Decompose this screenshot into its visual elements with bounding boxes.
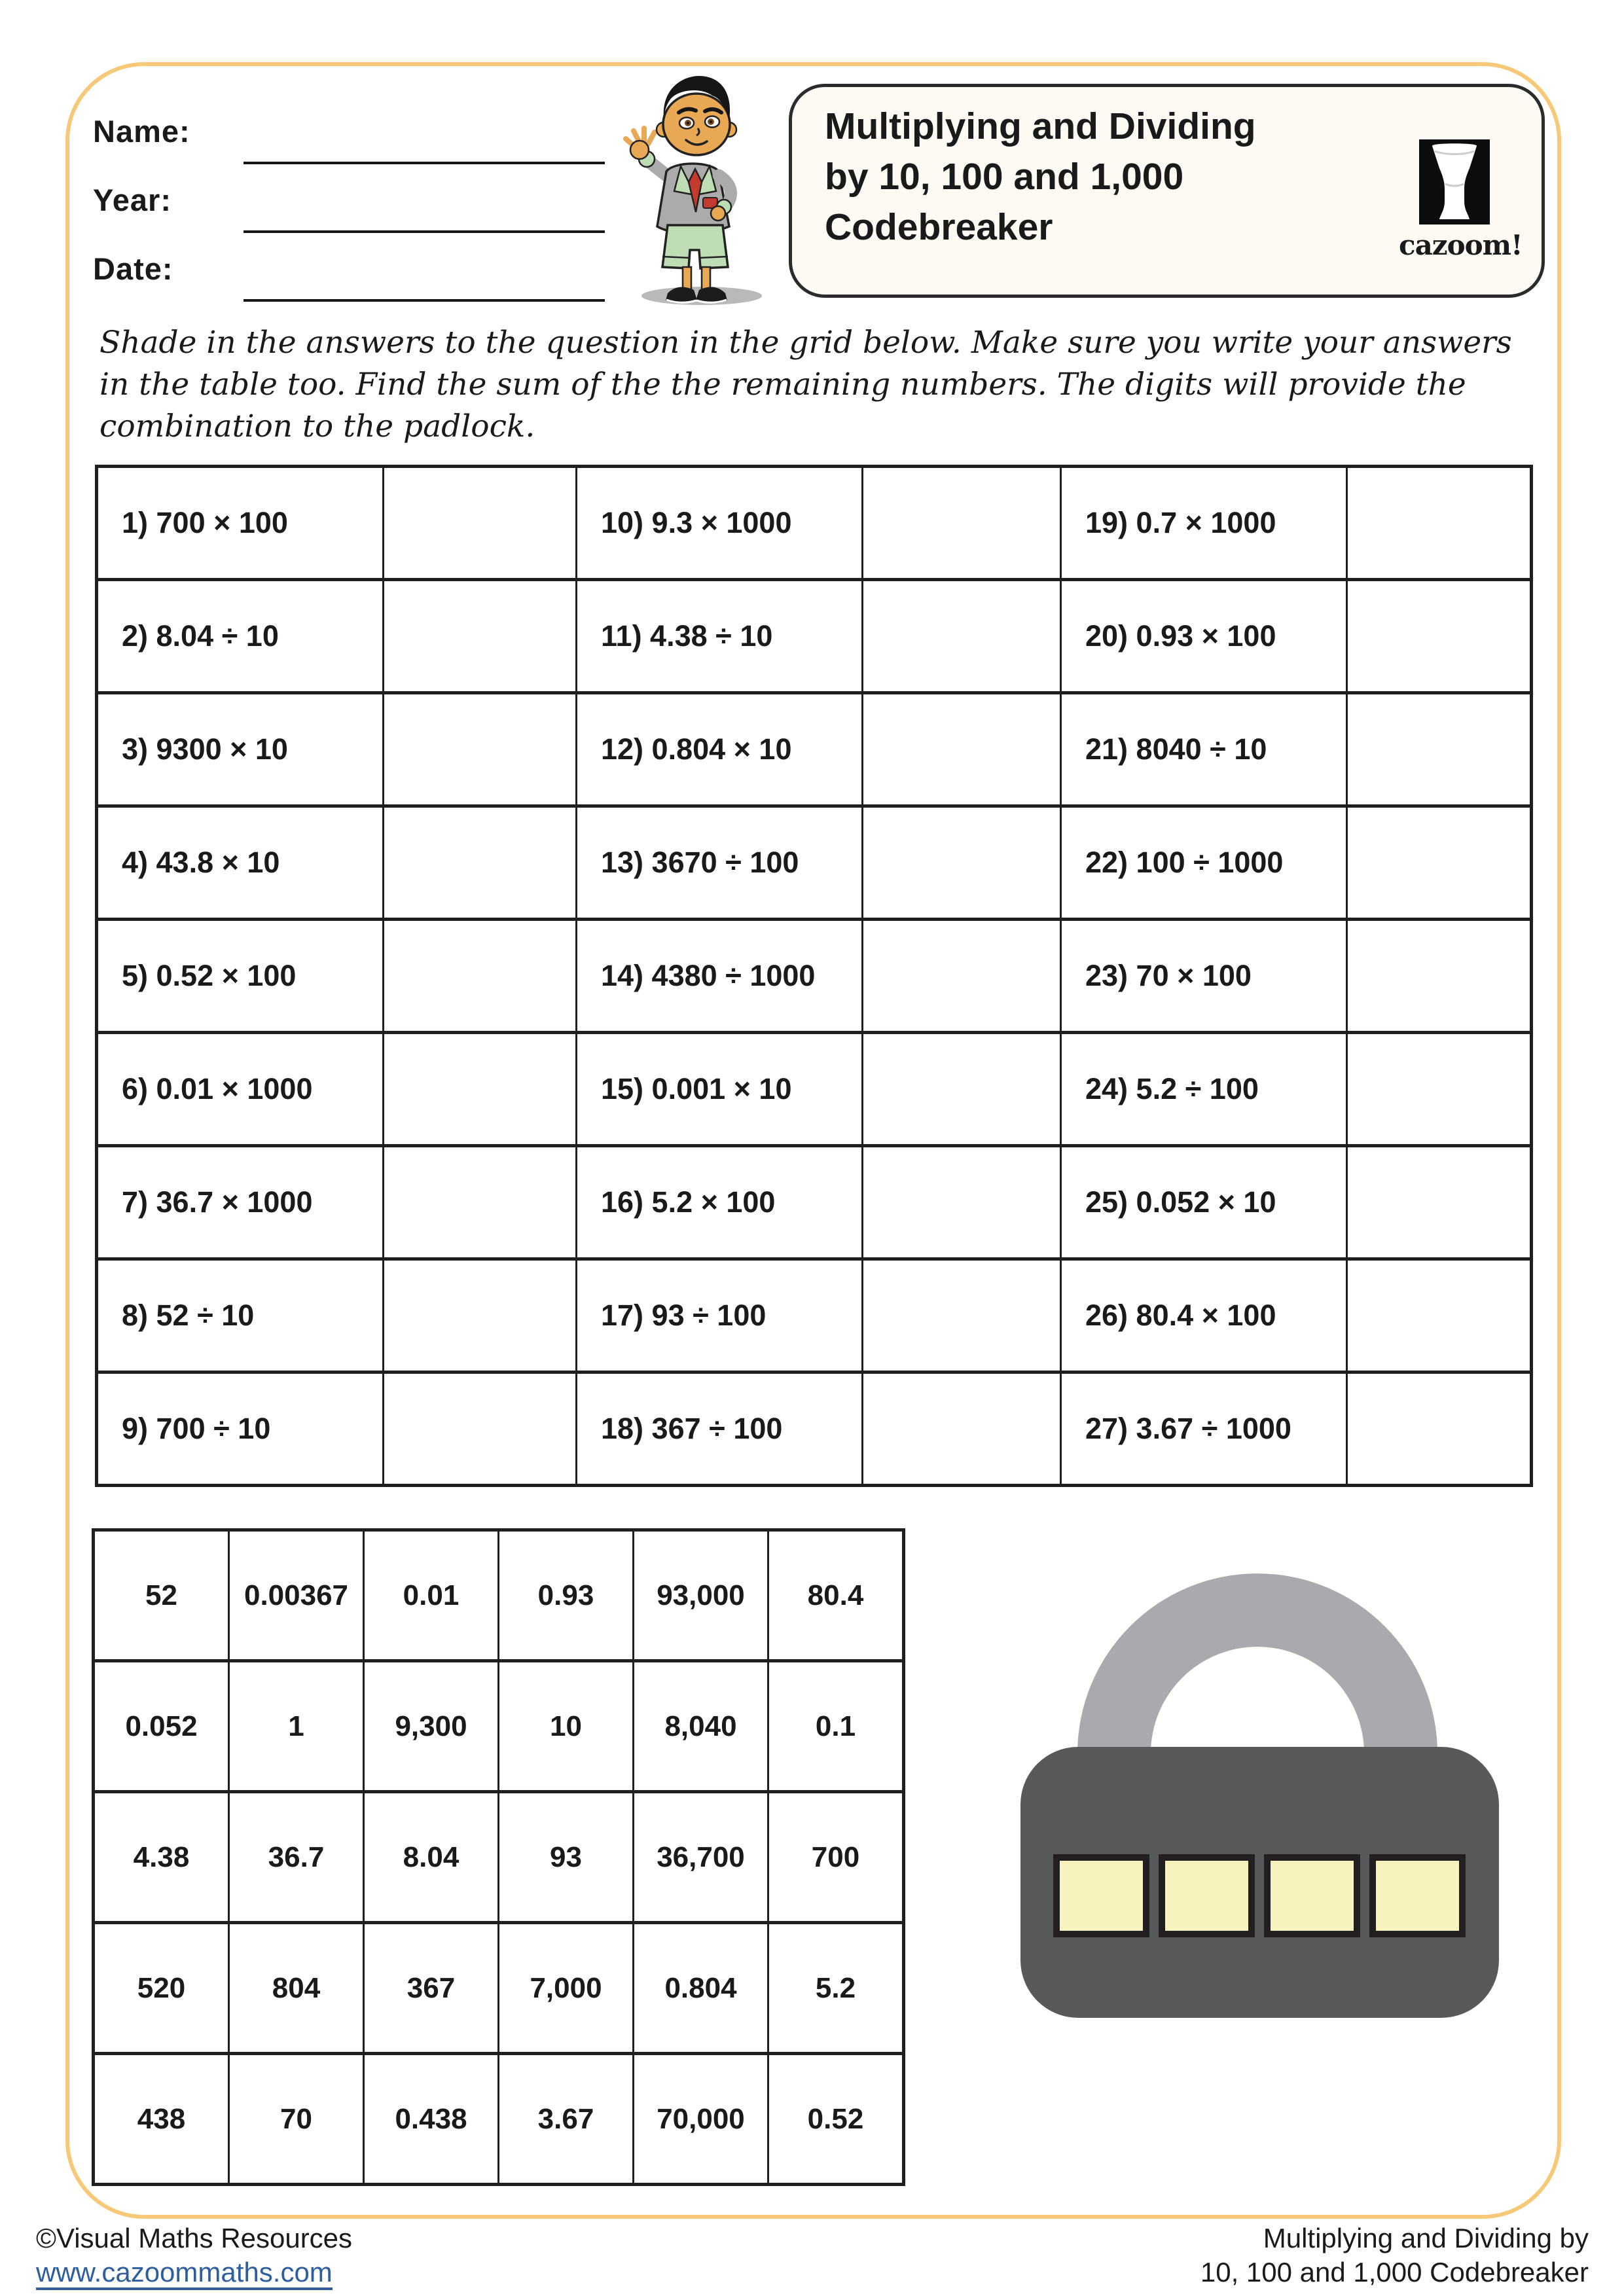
question-cell: 2) 8.04 ÷ 10 xyxy=(98,581,382,691)
grid-number-cell[interactable]: 3.67 xyxy=(499,2055,632,2183)
question-cell: 10) 9.3 × 1000 xyxy=(577,468,861,578)
grid-number-cell[interactable]: 0.804 xyxy=(634,1924,767,2052)
grid-number-cell[interactable]: 93,000 xyxy=(634,1532,767,1659)
question-cell: 7) 36.7 × 1000 xyxy=(98,1147,382,1257)
date-label: Date: xyxy=(93,251,173,286)
question-cell: 11) 4.38 ÷ 10 xyxy=(577,581,861,691)
boy-mascot-illustration xyxy=(604,63,779,309)
answer-write-in-cell[interactable] xyxy=(1348,694,1530,804)
footer-website-link[interactable]: www.cazoommaths.com xyxy=(36,2257,333,2290)
answer-write-in-cell[interactable] xyxy=(1348,1261,1530,1371)
grid-number-cell[interactable]: 10 xyxy=(499,1662,632,1790)
grid-number-cell[interactable]: 0.52 xyxy=(769,2055,902,2183)
answer-write-in-cell[interactable] xyxy=(1348,1374,1530,1484)
question-cell: 26) 80.4 × 100 xyxy=(1062,1261,1346,1371)
grid-number-cell[interactable]: 36.7 xyxy=(230,1793,363,1921)
answer-write-in-cell[interactable] xyxy=(384,581,575,691)
question-cell: 25) 0.052 × 10 xyxy=(1062,1147,1346,1257)
answer-write-in-cell[interactable] xyxy=(384,921,575,1031)
question-cell: 3) 9300 × 10 xyxy=(98,694,382,804)
padlock-illustration xyxy=(969,1518,1558,2042)
grid-number-cell[interactable]: 520 xyxy=(95,1924,228,2052)
answer-write-in-cell[interactable] xyxy=(384,694,575,804)
grid-number-cell[interactable]: 700 xyxy=(769,1793,902,1921)
answer-write-in-cell[interactable] xyxy=(384,1374,575,1484)
answer-write-in-cell[interactable] xyxy=(863,694,1060,804)
grid-number-cell[interactable]: 804 xyxy=(230,1924,363,2052)
grid-number-cell[interactable]: 36,700 xyxy=(634,1793,767,1921)
year-input-line[interactable] xyxy=(244,230,605,233)
instructions-text: Shade in the answers to the question in the grid below. Make sure you write your answers in the table too. Find the sum of the the remaining numbers. The digits will provide the combination to the padlock. xyxy=(99,325,1512,444)
grid-number-cell[interactable]: 7,000 xyxy=(499,1924,632,2052)
question-cell: 15) 0.001 × 10 xyxy=(577,1034,861,1144)
answer-write-in-cell[interactable] xyxy=(1348,808,1530,918)
date-input-line[interactable] xyxy=(244,299,605,302)
grid-number-cell[interactable]: 0.1 xyxy=(769,1662,902,1790)
grid-number-cell[interactable]: 9,300 xyxy=(365,1662,497,1790)
grid-number-cell[interactable]: 0.01 xyxy=(365,1532,497,1659)
question-cell: 17) 93 ÷ 100 xyxy=(577,1261,861,1371)
question-cell: 12) 0.804 × 10 xyxy=(577,694,861,804)
answer-write-in-cell[interactable] xyxy=(1348,468,1530,578)
answer-write-in-cell[interactable] xyxy=(863,1374,1060,1484)
answer-write-in-cell[interactable] xyxy=(1348,581,1530,691)
grid-number-cell[interactable]: 70 xyxy=(230,2055,363,2183)
year-label: Year: xyxy=(93,183,171,217)
title-line-2: by 10, 100 and 1,000 xyxy=(825,156,1184,198)
answer-write-in-cell[interactable] xyxy=(384,468,575,578)
answer-write-in-cell[interactable] xyxy=(1348,921,1530,1031)
worksheet-title xyxy=(825,101,1256,253)
grid-number-cell[interactable]: 52 xyxy=(95,1532,228,1659)
question-cell: 6) 0.01 × 1000 xyxy=(98,1034,382,1144)
question-cell: 13) 3670 ÷ 100 xyxy=(577,808,861,918)
question-cell: 8) 52 ÷ 10 xyxy=(98,1261,382,1371)
code-digit-box[interactable] xyxy=(1373,1857,1462,1934)
question-cell: 27) 3.67 ÷ 1000 xyxy=(1062,1374,1346,1484)
question-cell: 24) 5.2 ÷ 100 xyxy=(1062,1034,1346,1144)
title-box xyxy=(789,84,1545,298)
question-cell: 14) 4380 ÷ 1000 xyxy=(577,921,861,1031)
question-cell: 1) 700 × 100 xyxy=(98,468,382,578)
footer-credit: ©Visual Maths Resources xyxy=(36,2223,353,2253)
answer-write-in-cell[interactable] xyxy=(863,921,1060,1031)
answer-write-in-cell[interactable] xyxy=(863,581,1060,691)
title-line-3: Codebreaker xyxy=(825,206,1053,248)
grid-number-cell[interactable]: 93 xyxy=(499,1793,632,1921)
code-digit-box[interactable] xyxy=(1162,1857,1252,1934)
grid-number-cell[interactable]: 5.2 xyxy=(769,1924,902,2052)
name-input-line[interactable] xyxy=(244,162,605,164)
grid-number-cell[interactable]: 80.4 xyxy=(769,1532,902,1659)
answer-write-in-cell[interactable] xyxy=(863,1147,1060,1257)
code-digit-box[interactable] xyxy=(1267,1857,1357,1934)
question-cell: 22) 100 ÷ 1000 xyxy=(1062,808,1346,918)
answer-write-in-cell[interactable] xyxy=(1348,1034,1530,1144)
grid-number-cell[interactable]: 0.438 xyxy=(365,2055,497,2183)
question-cell: 20) 0.93 × 100 xyxy=(1062,581,1346,691)
grid-number-cell[interactable]: 438 xyxy=(95,2055,228,2183)
question-cell: 5) 0.52 × 100 xyxy=(98,921,382,1031)
grid-number-cell[interactable]: 70,000 xyxy=(634,2055,767,2183)
drum-icon xyxy=(1419,139,1490,224)
grid-number-cell[interactable]: 367 xyxy=(365,1924,497,2052)
name-label: Name: xyxy=(93,114,190,149)
grid-number-cell[interactable]: 4.38 xyxy=(95,1793,228,1921)
question-cell: 4) 43.8 × 10 xyxy=(98,808,382,918)
answer-write-in-cell[interactable] xyxy=(384,1034,575,1144)
grid-number-cell[interactable]: 0.93 xyxy=(499,1532,632,1659)
answer-write-in-cell[interactable] xyxy=(863,1034,1060,1144)
question-cell: 16) 5.2 × 100 xyxy=(577,1147,861,1257)
code-digit-box[interactable] xyxy=(1056,1857,1146,1934)
question-cell: 18) 367 ÷ 100 xyxy=(577,1374,861,1484)
question-cell: 21) 8040 ÷ 10 xyxy=(1062,694,1346,804)
question-cell: 9) 700 ÷ 10 xyxy=(98,1374,382,1484)
grid-number-cell[interactable]: 8.04 xyxy=(365,1793,497,1921)
question-cell: 19) 0.7 × 1000 xyxy=(1062,468,1346,578)
answer-number-grid xyxy=(92,1528,905,2186)
answer-write-in-cell[interactable] xyxy=(384,1261,575,1371)
question-table xyxy=(95,465,1533,1487)
footer-title-line-2: 10, 100 and 1,000 Codebreaker xyxy=(1200,2257,1589,2287)
cazoom-logo xyxy=(1399,139,1523,261)
answer-write-in-cell[interactable] xyxy=(384,1147,575,1257)
answer-write-in-cell[interactable] xyxy=(863,1261,1060,1371)
answer-write-in-cell[interactable] xyxy=(1348,1147,1530,1257)
footer-title-line-1: Multiplying and Dividing by xyxy=(1263,2223,1589,2253)
grid-number-cell[interactable]: 8,040 xyxy=(634,1662,767,1790)
answer-write-in-cell[interactable] xyxy=(863,468,1060,578)
answer-write-in-cell[interactable] xyxy=(863,808,1060,918)
answer-write-in-cell[interactable] xyxy=(384,808,575,918)
grid-number-cell[interactable]: 1 xyxy=(230,1662,363,1790)
title-line-1: Multiplying and Dividing xyxy=(825,105,1256,147)
grid-number-cell[interactable]: 0.052 xyxy=(95,1662,228,1790)
question-cell: 23) 70 × 100 xyxy=(1062,921,1346,1031)
cazoom-logo-text: cazoom! xyxy=(1399,229,1523,261)
grid-number-cell[interactable]: 0.00367 xyxy=(230,1532,363,1659)
